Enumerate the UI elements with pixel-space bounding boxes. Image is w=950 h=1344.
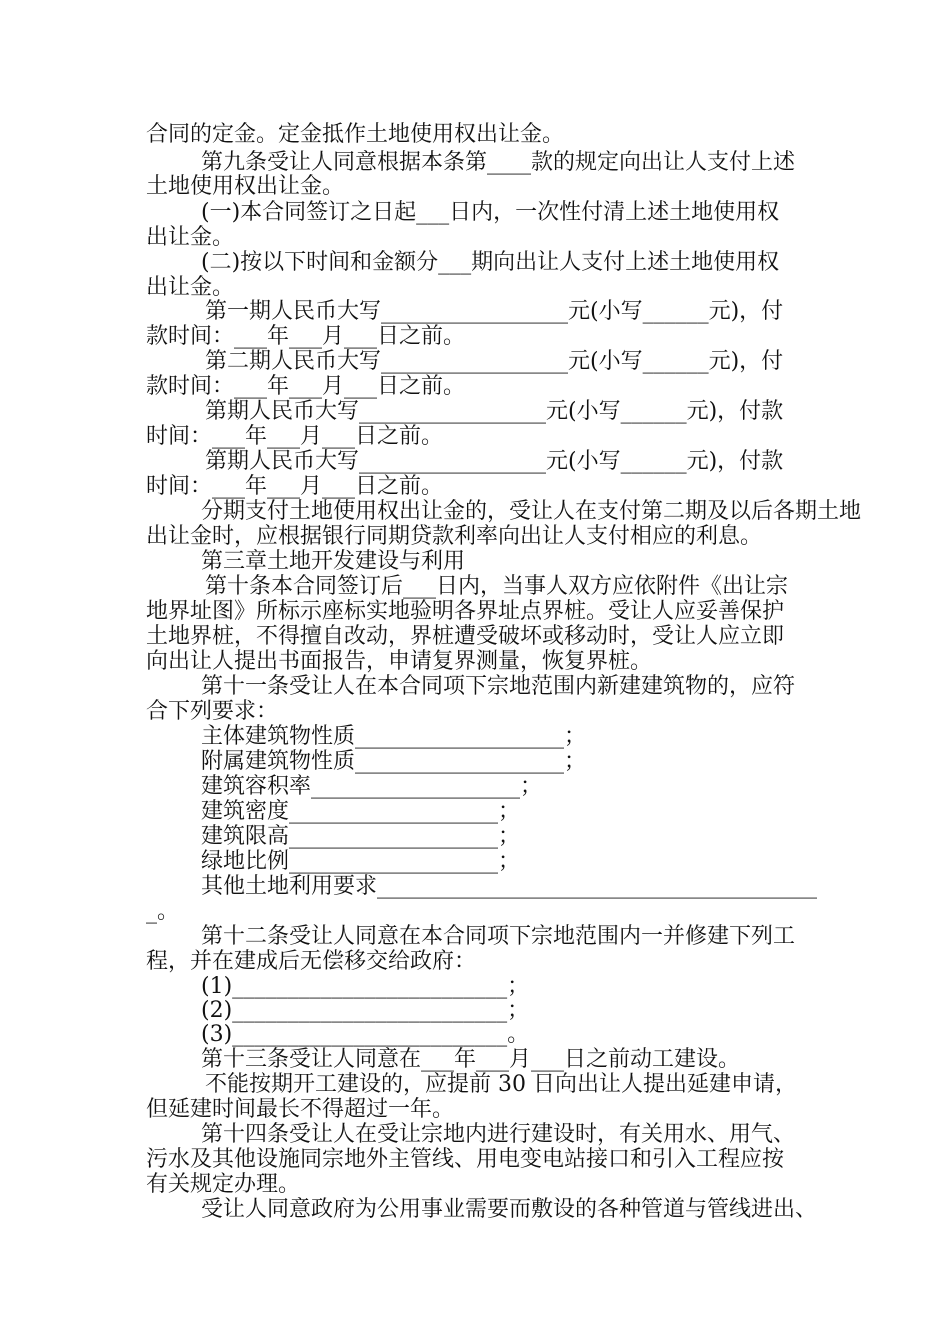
text-line: 绿地比例___________________； — [201, 849, 521, 874]
text-line: 程，并在建成后无偿移交给政府： — [146, 949, 477, 974]
text-line: 款时间：___年___月___日之前。 — [146, 324, 466, 349]
text-line: 出让金时，应根据银行同期贷款利率向出让人支付相应的利息。 — [146, 524, 763, 549]
text-line: 污水及其他设施同宗地外主管线、用电变电站接口和引入工程应按 — [146, 1147, 785, 1172]
text-line: (2)_________________________； — [201, 998, 530, 1023]
text-line: 分期支付土地使用权出让金的，受让人在支付第二期及以后各期土地 — [201, 499, 862, 524]
text-line: 建筑限高___________________； — [201, 824, 521, 849]
text-line: (3)_________________________。 — [201, 1022, 530, 1047]
text-line: 第二期人民币大写_________________元(小写______元)，付 — [205, 349, 784, 374]
text-line: 时间：___年___月___日之前。 — [146, 474, 444, 499]
text-line: 建筑密度___________________； — [201, 799, 521, 824]
text-line: 有关规定办理。 — [146, 1172, 301, 1197]
text-line: 受让人同意政府为公用事业需要而敷设的各种管道与管线进出、 — [201, 1197, 818, 1222]
text-line: _。 — [146, 899, 180, 924]
text-line: 第一期人民币大写_________________元(小写______元)，付 — [205, 299, 784, 324]
text-line: 第十条本合同签订后___日内，当事人双方应依附件《出让宗 — [205, 574, 789, 599]
text-line: 土地使用权出让金。 — [146, 174, 345, 199]
text-line: 出让金。 — [146, 225, 235, 250]
text-line: 第九条受让人同意根据本条第____款的规定向出让人支付上述 — [201, 150, 796, 175]
text-line: 款时间：___年___月___日之前。 — [146, 374, 466, 399]
text-line: 不能按期开工建设的，应提前 30 日向出让人提出延建申请， — [205, 1072, 797, 1097]
text-line: 第十三条受让人同意在___年___月___日之前动工建设。 — [201, 1047, 741, 1072]
text-line: 第十一条受让人在本合同项下宗地范围内新建建筑物的，应符 — [201, 674, 796, 699]
text-line: 土地界桩，不得擅自改动，界桩遭受破坏或移动时，受让人应立即 — [146, 624, 785, 649]
text-line: 出让金。 — [146, 275, 235, 300]
text-line: 主体建筑物性质___________________； — [201, 724, 587, 749]
text-line: 第十二条受让人同意在本合同项下宗地范围内一并修建下列工 — [201, 924, 796, 949]
text-line: 附属建筑物性质___________________； — [201, 749, 587, 774]
text-line: 但延建时间最长不得超过一年。 — [146, 1097, 455, 1122]
text-line: 第三章土地开发建设与利用 — [201, 549, 466, 574]
text-line: 合下列要求： — [146, 699, 279, 724]
text-line: 向出让人提出书面报告，申请复界测量，恢复界桩。 — [146, 649, 653, 674]
text-line: 第十四条受让人在受让宗地内进行建设时，有关用水、用气、 — [201, 1122, 796, 1147]
text-line: (1)_________________________； — [201, 974, 530, 999]
text-line: (一)本合同签订之日起___日内，一次性付清上述土地使用权 — [201, 200, 780, 225]
text-line: 时间：___年___月___日之前。 — [146, 424, 444, 449]
text-line: 第期人民币大写_________________元(小写______元)，付款 — [205, 449, 784, 474]
text-line: 地界址图》所标示座标实地验明各界址点界桩。受让人应妥善保护 — [146, 599, 785, 624]
text-line: (二)按以下时间和金额分___期向出让人支付上述土地使用权 — [201, 250, 780, 275]
text-line: 其他土地利用要求________________________________________ — [201, 874, 818, 899]
text-line: 合同的定金。定金抵作土地使用权出让金。 — [146, 122, 565, 147]
text-line: 第期人民币大写_________________元(小写______元)，付款 — [205, 399, 784, 424]
text-line: 建筑容积率___________________； — [201, 774, 543, 799]
